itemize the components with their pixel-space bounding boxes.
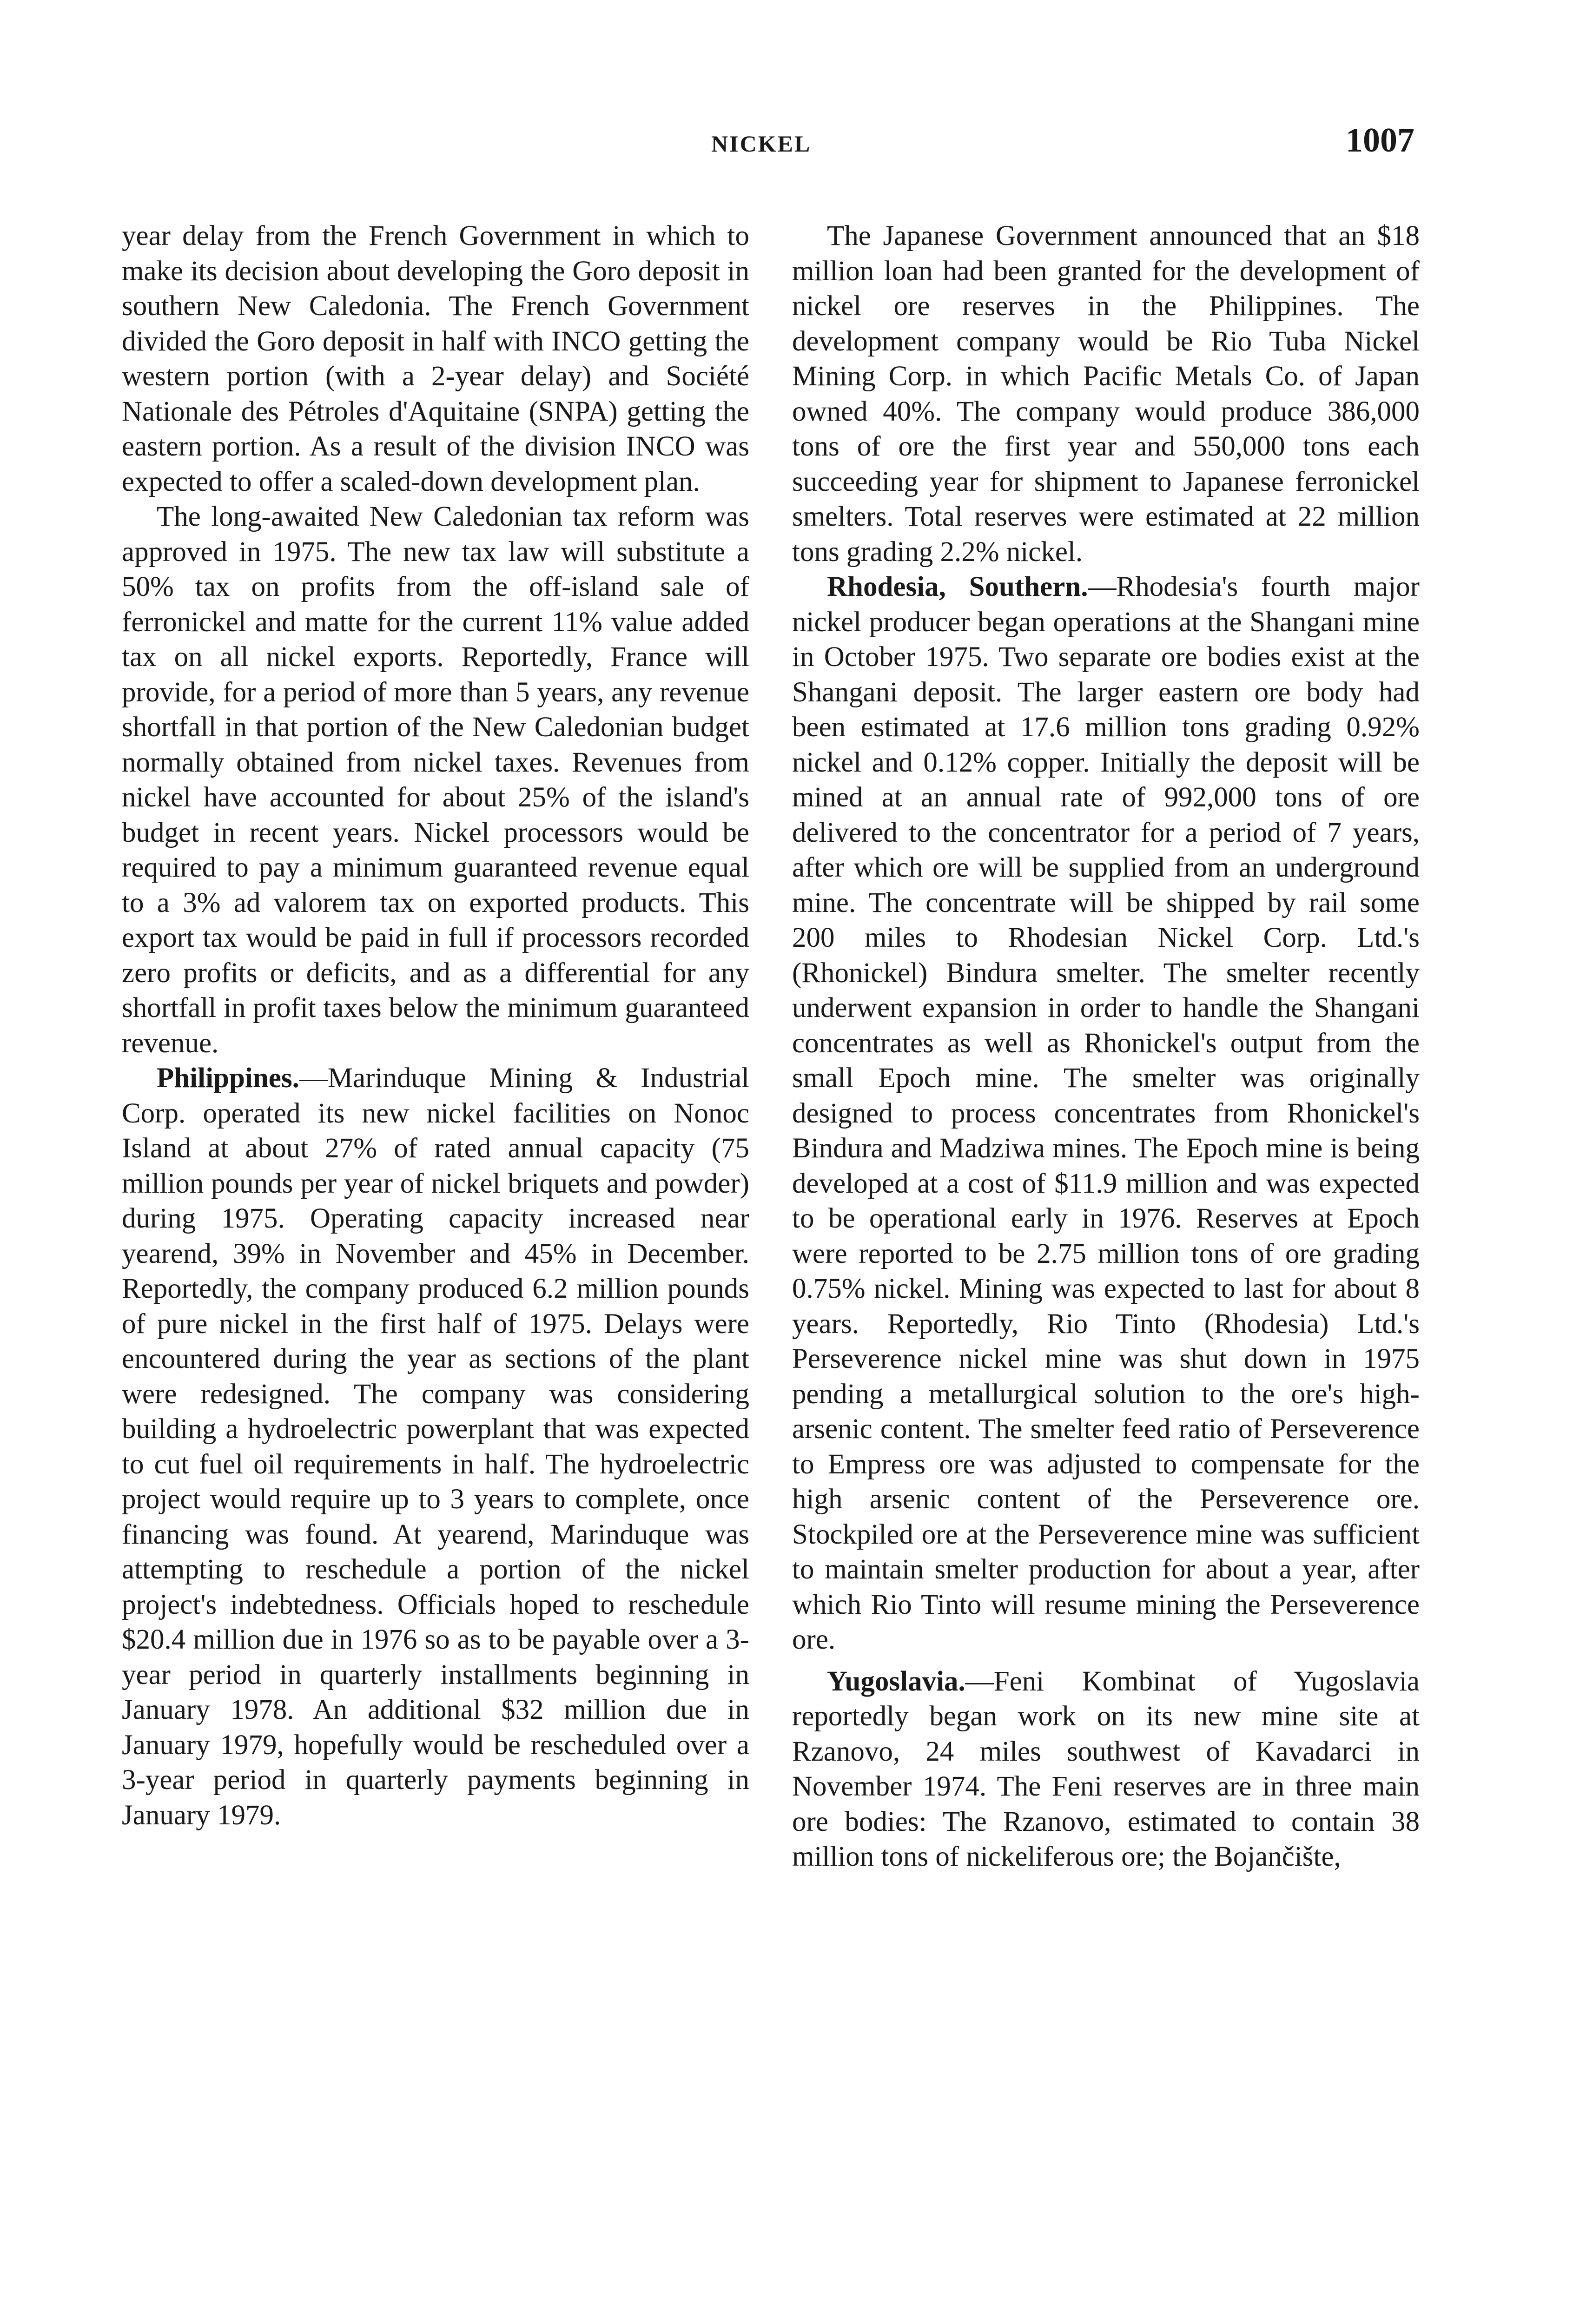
paragraph-tax-reform: The long-awaited New Caledonian tax reform was approved in 1975. The new tax law will substitute a 50% tax on profits from the off-island sale of ferronickel and matte for the current 11% value added tax on all nickel exports. Reportedly, France will provide, for a period of more than 5 years, any revenue shortfall in that portion of the New Caledonian budget normally obtained from nickel taxes. Revenues from nickel have accounted for about 25% of the island's budget in recent years. Nickel processors would be required to pay a minimum guaranteed revenue equal to a 3% ad valorem tax on exported products. This export tax would be paid in full if processors recorded zero profits or deficits, and as a differential for any shortfall in profit taxes below the minimum guaranteed revenue. — [122, 501, 749, 1059]
paragraph-rhodesia-body: —Rhodesia's fourth major nickel producer began operations at the Shangani mine in October 1975. Two separate ore bodies exist at the Shangani deposit. The larger eastern ore body had been estimated at 17.6 million tons grading 0.92% nickel and 0.12% copper. Initially the deposit will be mined at an annual rate of 992,000 tons of ore delivered to the concentrator for a period of 7 years, after which ore will be supplied from an underground mine. The concentrate will be shipped by rail some 200 miles to Rhodesian Nickel Corp. Ltd.'s (Rhonickel) Bindura smelter. The smelter recently underwent expansion in order to handle the Shangani concentrates as well as Rhonickel's output from the small Epoch mine. The smelter was originally designed to process concentrates from Rhonickel's Bindura and Madziwa mines. The Epoch mine is being developed at a cost of $11.9 million and was expected to be operational early in 1976. Reserves at Epoch were reported to be 2.75 million tons of ore grading 0.75% nickel. Mining was expected to last for about 8 years. Reportedly, Rio Tinto (Rhodesia) Ltd.'s Perseverence nickel mine was shut down in 1975 pending a metallurgical solution to the ore's high-arsenic content. The smelter feed ratio of Perseverence to Empress ore was adjusted to compensate for the high arsenic content of the Perseverence ore. Stockpiled ore at the Perseverence mine was sufficient to maintain smelter production for about a year, after which Rio Tinto will resume mining the Perseverence ore. — [792, 571, 1420, 1655]
paragraph-japanese-loan: The Japanese Government announced that an $18 million loan had been granted for the development of nickel ore reserves in the Philippines. The development company would be Rio Tuba Nickel Mining Corp. in which Pacific Metals Co. of Japan owned 40%. The company would produce 386,000 tons of ore the first year and 550,000 tons each succeeding year for shipment to Japanese ferronickel smelters. Total reserves were estimated at 22 million tons grading 2.2% nickel. — [792, 220, 1420, 568]
country-heading-philippines: Philippines. — [157, 1063, 299, 1094]
country-heading-yugoslavia: Yugoslavia. — [827, 1665, 965, 1697]
country-heading-rhodesia: Rhodesia, Southern. — [827, 571, 1088, 602]
paragraph-yugoslavia — [792, 1664, 1420, 1875]
page-header — [0, 116, 1573, 172]
paragraph-yugoslavia-body: —Feni Kombinat of Yugoslavia reportedly began work on its new mine site at Rzanovo, 24 miles southwest of Kavadarci in November 1974. The Feni reserves are in three main ore bodies: The Rzanovo, estimated to contain 38 million tons of nickeliferous ore; the Bojančište, — [792, 1665, 1420, 1872]
paragraph-philippines-body: —Marinduque Mining & Industrial Corp. operated its new nickel facilities on Nonoc Island at about 27% of rated annual capacity (75 million pounds per year of nickel briquets and powder) during 1975. Operating capacity increased near yearend, 39% in November and 45% in December. Reportedly, the company produced 6.2 million pounds of pure nickel in the first half of 1975. Delays were encountered during the year as sections of the plant were redesigned. The company was considering building a hydroelectric powerplant that was expected to cut fuel oil requirements in half. The hydroelectric project would require up to 3 years to complete, once financing was found. At yearend, Marinduque was attempting to reschedule a portion of the nickel project's indebtedness. Officials hoped to reschedule $20.4 million due in 1976 so as to be payable over a 3-year period in quarterly installments beginning in January 1978. An additional $32 million due in January 1979, hopefully would be rescheduled over a 3-year period in quarterly payments beginning in January 1979. — [122, 1063, 749, 1831]
right-column — [792, 218, 1420, 1875]
running-head: NICKEL — [711, 131, 812, 157]
paragraph-rhodesia — [792, 569, 1420, 1657]
paragraph-goro-deposit: year delay from the French Government in which to make its decision about developing the Goro deposit in southern New Caledonia. The French Government divided the Goro deposit in half with INCO getting the western portion (with a 2-year delay) and Société Nationale des Pétroles d'Aquitaine (SNPA) getting the eastern portion. As a result of the division INCO was expected to offer a scaled-down development plan. — [122, 220, 749, 497]
paragraph-philippines — [122, 1061, 749, 1833]
left-column — [122, 218, 749, 1833]
page-number: 1007 — [1346, 121, 1414, 159]
